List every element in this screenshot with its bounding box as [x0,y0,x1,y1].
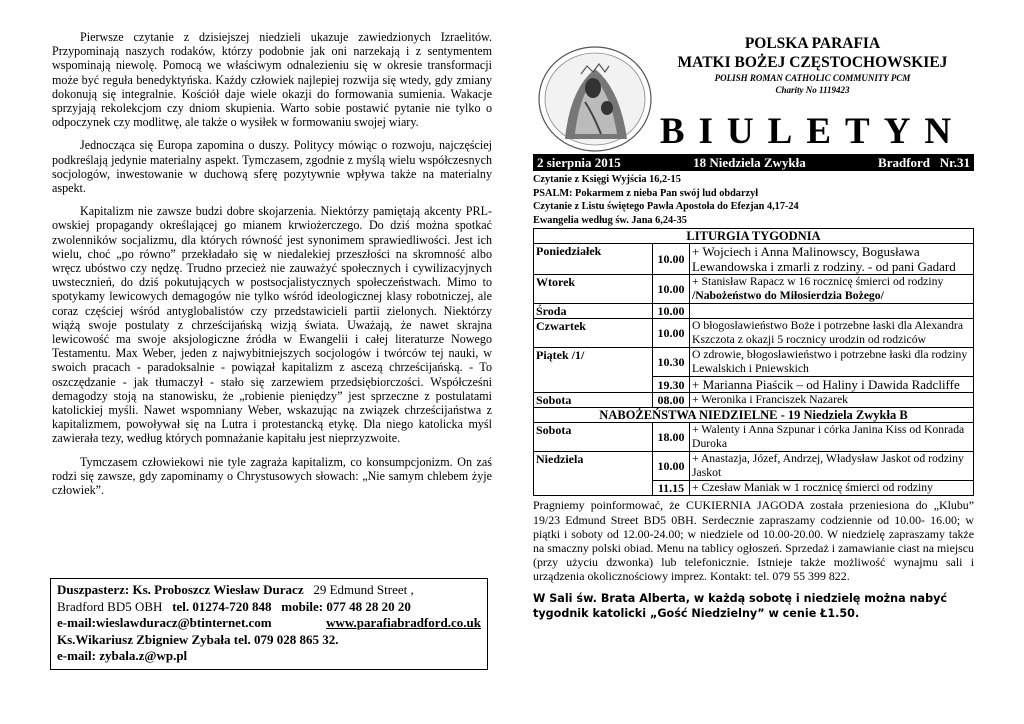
reading-1: Czytanie z Księgi Wyjścia 16,2-15 [533,174,681,185]
charity-number: Charity No 1119423 [775,85,850,95]
mass-time: 10.00 [653,244,690,275]
mass-day: Sobota [534,423,653,452]
parish-line-3: POLISH ROMAN CATHOLIC COMMUNITY PCM [714,73,911,83]
vicar-email-link[interactable]: e-mail: zybala.z@wp.pl [57,648,188,663]
magazine-notice: W Sali św. Brata Alberta, w każdą sobotę i niedzielę można nabyć tygodnik katolicki „Gość Niedzielny” w cenie Ł1.50. [533,591,948,621]
reading-2: Czytanie z Listu świętego Pawła Apostoła do Efezjan 4,17-24 [533,201,799,213]
mass-intention: + Anastazja, Józef, Andrzej, Władysław Jaskot od rodziny Jaskot [690,452,974,481]
mass-intention: + Czesław Maniak w 1 rocznicę śmierci od rodziny [690,481,974,496]
bulletin-number: Nr.31 [939,155,970,170]
table-row [534,244,974,275]
sunday-services-header: NABOŻEŃSTWA NIEDZIELNE - 19 Niedziela Zwykła B [534,408,974,423]
liturgy-table [533,228,974,496]
mass-intention [690,275,974,304]
parish-titles [651,34,974,96]
contact-box [50,578,488,670]
mass-day: Czwartek [534,319,653,348]
table-row [534,393,974,408]
mass-intention: + Marianna Piaścik – od Haliny i Dawida Radcliffe [690,377,974,393]
table-row [534,319,974,348]
street-address: 29 Edmund Street , [313,582,414,597]
mass-intention: + Weronika i Franciszek Nazarek [690,393,974,408]
bulletin-title: BIULETYN [659,111,966,152]
madonna-icon [535,44,653,154]
mass-day: Sobota [534,393,653,408]
mass-day: Piątek /1/ [534,348,653,393]
mobile-number: mobile: 077 48 28 20 20 [281,598,411,614]
sunday-header-row [534,408,974,423]
bakery-notice: Pragniemy poinformować, że CUKIERNIA JAGODA została przeniesiona do „Klubu” 19/23 Edmund Street BD5 0BH. Serdecznie zapraszamy codziennie od 10.00- 16.00; w piątki i soboty od 12.00-24.00; w niedziele od 10.00-20.00. W niedzielę zapraszamy także na smaczny polski obiad. Menu na tablicy ogłoszeń. Sprzedaż i zamawianie ciast na miejscu (przy użyciu dzwonka) lub telefonicznie. Istnieje także możliwość wynajmu sali i urządzenia okolicznościowy imprez. Kontakt: tel. 079 55 399 822. [533,498,974,584]
mass-time: 19.30 [653,377,690,393]
mass-time: 08.00 [653,393,690,408]
mass-intention-text: + Stanisław Rapacz w 16 rocznicę śmierci od rodziny [692,275,944,289]
parish-line-1: POLSKA PARAFIA [744,35,881,52]
mass-day: Poniedziałek [534,244,653,275]
mass-time: 11.15 [653,481,690,496]
masthead [533,30,974,154]
reading-gospel: Ewangelia według św. Jana 6,24-35 [533,214,687,226]
mass-time: 10.00 [653,319,690,348]
parish-line-2: MATKI BOŻEJ CZĘSTOCHOWSKIEJ [677,54,948,71]
table-row [534,348,974,377]
mass-time: 10.00 [653,275,690,304]
liturgy-header: LITURGIA TYGODNIA [534,229,974,244]
bulletin-place: Bradford [878,155,931,170]
reading-psalm: PSALM: Pokarmem z nieba Pan swój lud obdarzył [533,187,759,199]
mass-time: 10.00 [653,452,690,481]
mass-intention: O błogosławieństwo Boże i potrzebne łaski dla Alexandra Kszczota z okazji 5 rocznicy urodzin od rodziców [690,319,974,348]
mass-intention [690,304,974,319]
mass-day: Środa [534,304,653,319]
article-paragraph-1: Pierwsze czytanie z dzisiejszej niedzieli ukazuje zawiedzionych Izraelitów. Przypominają naszych rodaków, którzy podobnie jak oni narzekają i z sentymentem wspominają niewolę. Pomocą we właściwym odnalezieniu się w okresie transformacji może być reguła benedyktyńska. Każdy człowiek najlepiej rozwija się wtedy, gdy zmiany dokonują się integralnie. Kościół daje wiele okazji do formowania sumienia. Wakacje sprzyjają rekolekcjom czy dniom skupienia. Warto sobie postawić pytanie nie tylko o odpoczynek czy modlitwę, ale także o wysiłek w formowaniu swojej wiary. [52,30,492,130]
table-row [534,304,974,319]
article-paragraph-2: Jednocząca się Europa zapomina o duszy. Politycy mówiąc o rozwoju, najczęściej podkreślają jedynie materialny aspekt. Tymczasem, zgodnie z myślą wielu współczesnych socjologów, inwestowanie w duchową sferę pozytywnie wpływa także na materialny aspekt. [52,138,492,196]
mass-intention: + Wojciech i Anna Malinowscy, Bogusława Lewandowska i zmarli z rodziny. - od pani Gadard [690,244,974,275]
date-bar [533,154,974,171]
table-row [534,452,974,481]
liturgy-header-row [534,229,974,244]
mass-time: 10.00 [653,304,690,319]
table-row [534,275,974,304]
mass-intention: O zdrowie, błogosławieństwo i potrzebne łaski dla rodziny Lewalskich i Pniewskich [690,348,974,377]
vicar-info: Ks.Wikariusz Zbigniew Zybała tel. 079 028 865 32. [57,631,339,647]
liturgical-sunday: 18 Niedziela Zwykła [693,155,806,170]
devotion-note: /Nabożeństwo do Miłosierdzia Bożego/ [692,289,884,303]
mass-intention: + Walenty i Anna Szpunar i córka Janina Kiss od Konrada Duroka [690,423,974,452]
mass-time: 18.00 [653,423,690,452]
article-paragraph-4: Tymczasem człowiekowi nie tyle zagraża kapitalizm, co konsumpcjonizm. On zaś rodzi się zawsze, gdy zapominamy o Chrystusowych słowach: „Nie samym chlebem żyje człowiek”. [52,454,492,498]
table-row [534,423,974,452]
email-link[interactable]: e-mail:wieslawduracz@btinternet.com [57,615,272,630]
phone-number: tel. 01274-720 848 [172,598,272,614]
right-column [533,30,974,622]
mass-day: Wtorek [534,275,653,304]
readings-list [533,173,974,227]
article-paragraph-3: Kapitalizm nie zawsze budzi dobre skojarzenia. Niektórzy pamiętają akcenty PRL-owskiej propagandy określającej go mianem krwiożerczego. Do dziś można spotkać zwolenników socjalizmu, dla których równość jest synonimem sprawiedliwości. Jest ich wielu, choć „po równo” przekładało się w niedalekiej przeszłości na skromność albo wręcz ubóstwo czy nędzę. Trudno przecież nie zauważyć społecznych i cywilizacyjnych uwstecznień, do dziś pokutujących w postsocjalistycznych społeczeństwach. Mimo to spotykamy lewicowych demagogów nie tylko wśród ideologicznej klasy robotniczej, ale coraz częściej wśród antyglobalistów czy przedstawicieli partii zielonych. Niektórzy wiążą swoje postulaty z chrześcijańską wizją świata. Uważają, że nawet skrajna lewicowość ma swoje aksjologiczne źródła w Ewangelii i całej literaturze Nowego Testamentu. Max Weber, jeden z najwybitniejszych socjologów i twórców tej nauki, w swoich pracach - paradoksalnie - powiązał kapitalizm z ascezą chrześcijańską. - To oszczędzanie - jak tłumaczył - stało się zarzewiem przedsiębiorczości. Współcześni demagodzy stoją na stanowisku, że „robienie pieniędzy” jest sprzeczne z postulatami katolickiej myśli. Nawet wspomniany Weber, wskazując na związek chrześcijaństwa z kapitalizmem, powoływał się na Lutra i protestancką etykę. Dla niego katolicka myśl zawierała tezy, według których pomnażanie kapitału jest nieprzyzwoite. [52,204,492,446]
left-column [52,30,492,506]
bulletin-date: 2 sierpnia 2015 [537,155,621,170]
city-address: Bradford BD5 OBH [57,598,163,614]
website-link[interactable]: www.parafiabradford.co.uk [326,615,481,630]
mass-time: 10.30 [653,348,690,377]
mass-day: Niedziela [534,452,653,496]
pastor-name: Duszpasterz: Ks. Proboszcz Wiesław Duracz [57,582,304,597]
